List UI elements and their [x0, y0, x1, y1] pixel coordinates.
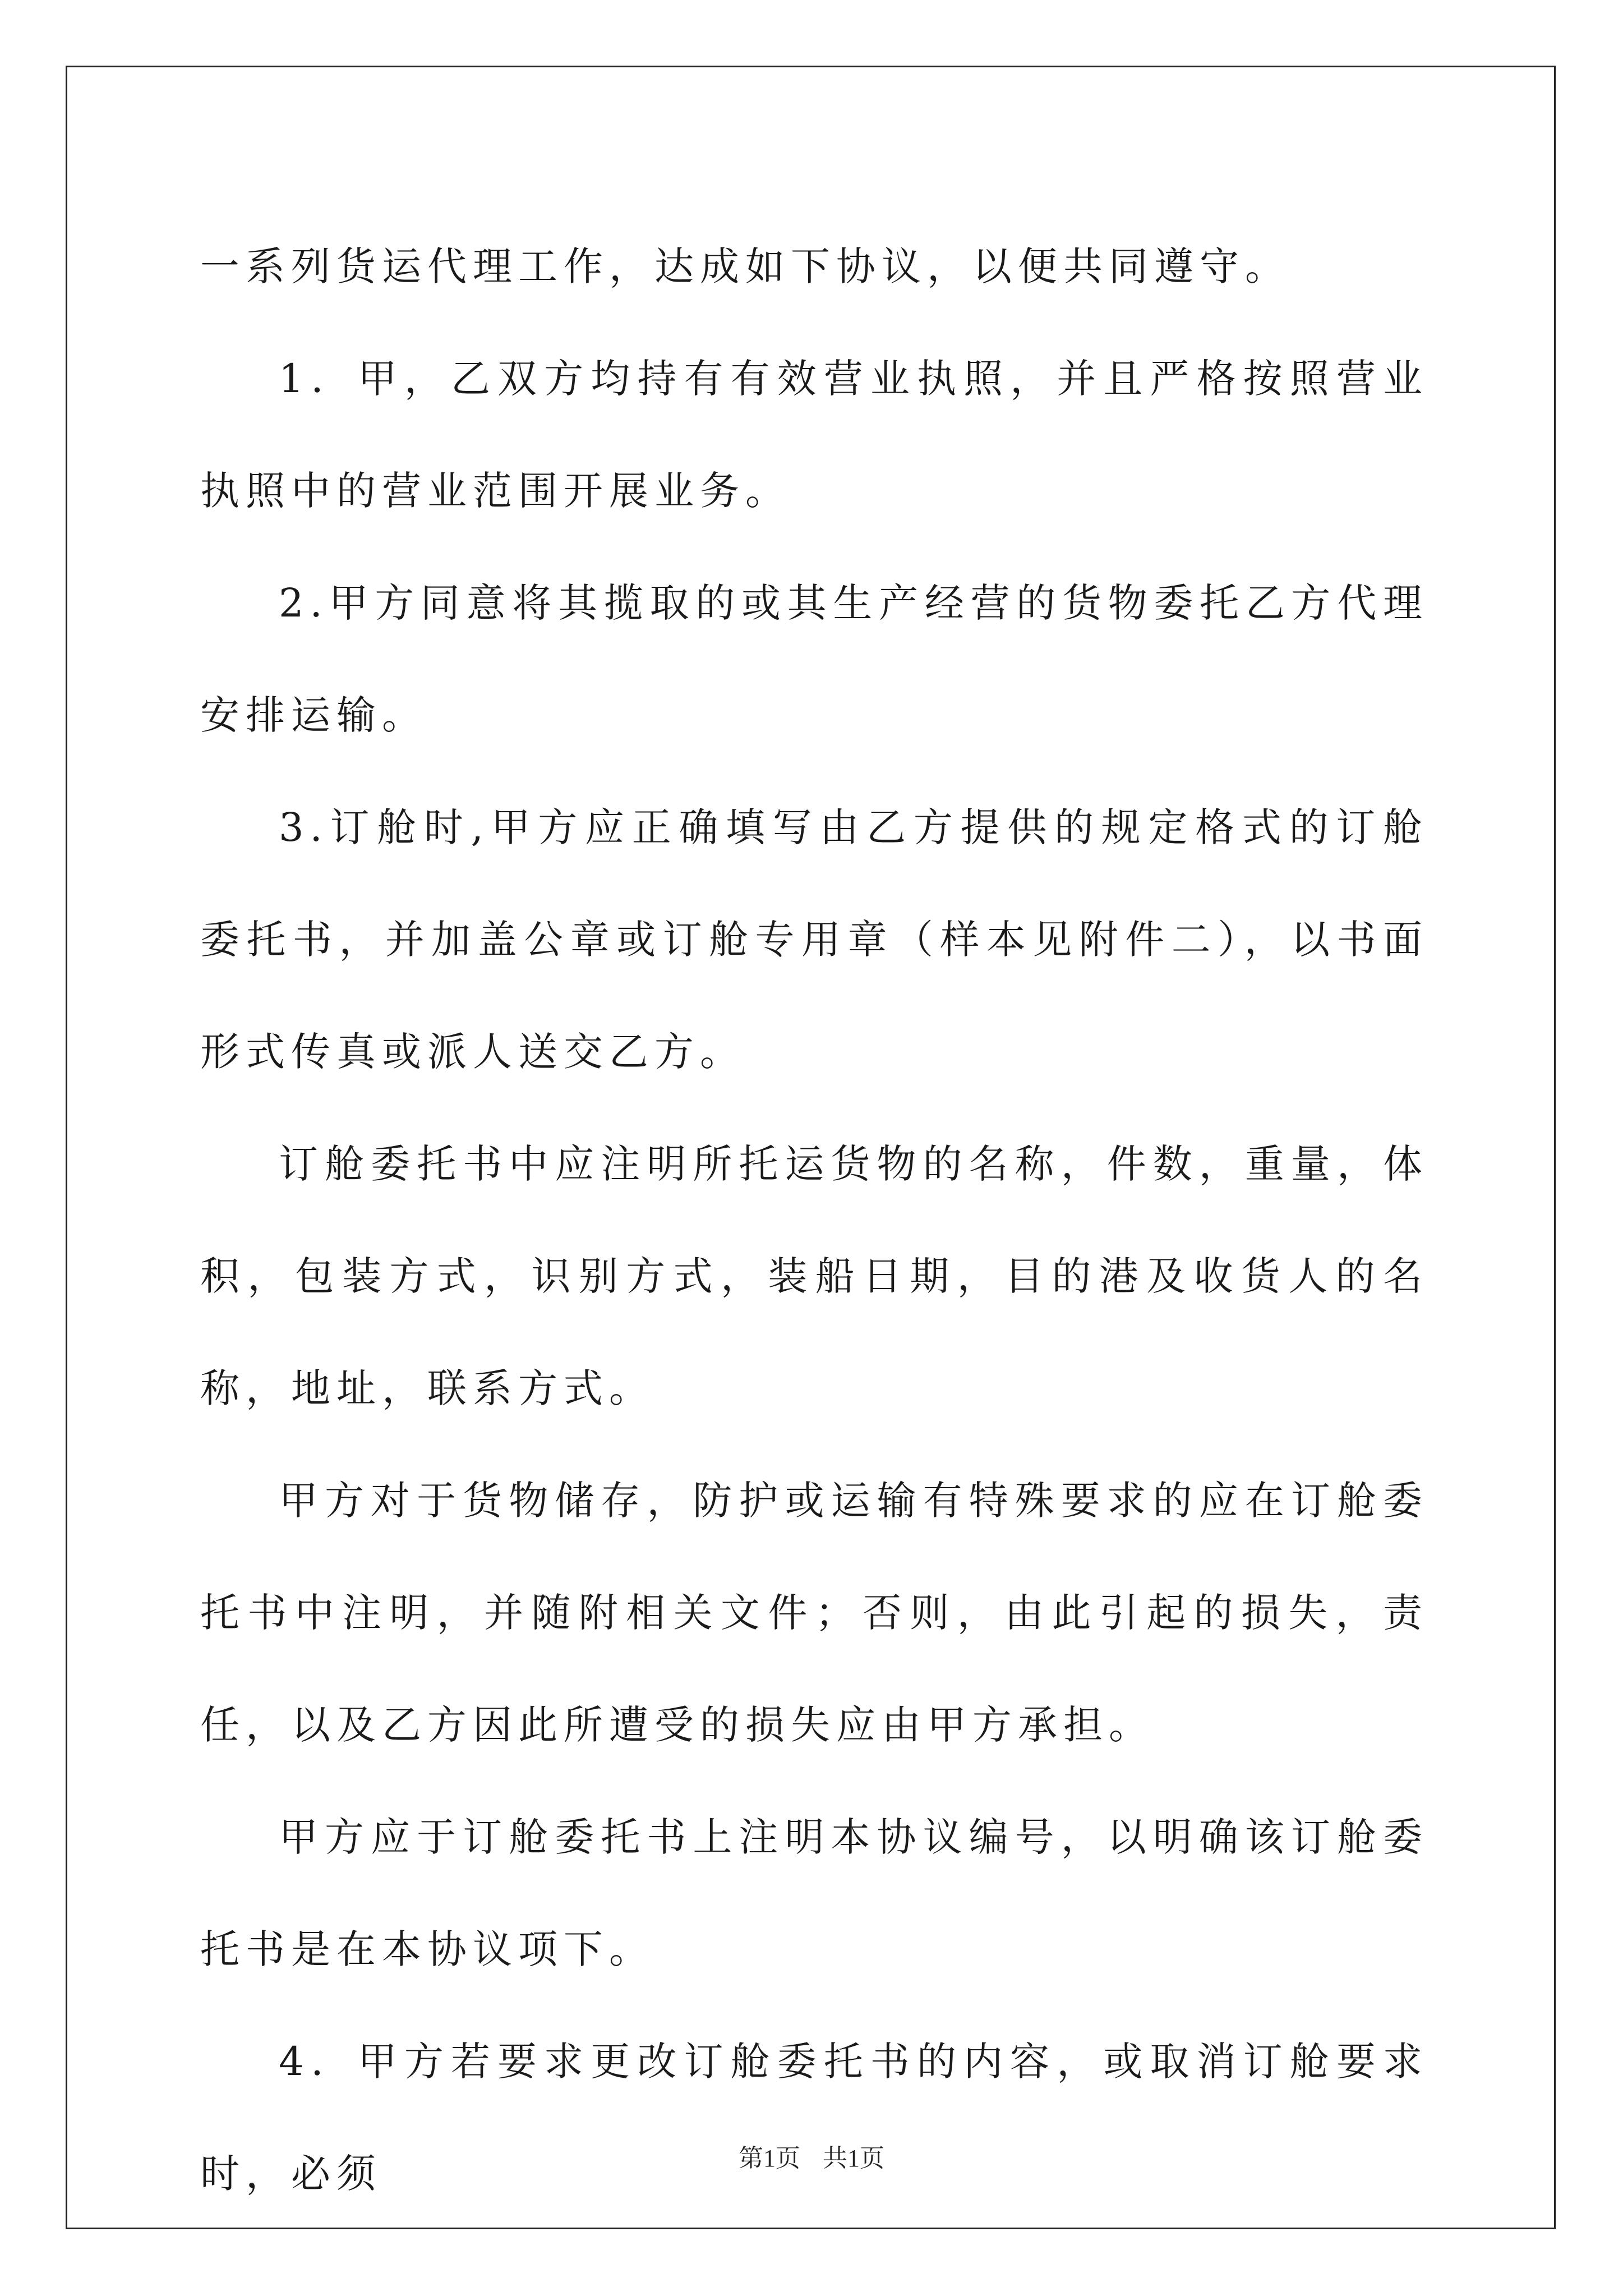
- paragraph-3: 2.甲方同意将其揽取的或其生产经营的货物委托乙方代理安排运输。: [200, 580, 1428, 738]
- paragraph-6: 甲方对于货物储存，防护或运输有特殊要求的应在订舱委托书中注明，并随附相关文件；否则，由此引起的损失，责任，以及乙方因此所遭受的损失应由甲方承担。: [200, 1478, 1428, 1748]
- page-number-current: 第1页: [739, 2145, 800, 2172]
- page-number-total: 共1页: [823, 2145, 884, 2172]
- paragraph-8: 4．甲方若要求更改订舱委托书的内容，或取消订舱要求时，必须: [200, 2039, 1428, 2197]
- paragraph-1: 一系列货运代理工作，达成如下协议，以便共同遵守。: [200, 243, 1290, 289]
- page-footer: [0, 2142, 1623, 2175]
- paragraph-5: 订舱委托书中应注明所托运货物的名称，件数，重量，体积，包装方式，识别方式，装船日期，目的港及收货人的名称，地址，联系方式。: [200, 1141, 1428, 1411]
- document-body: [200, 210, 1428, 2230]
- paragraph-2: 1．甲，乙双方均持有有效营业执照，并且严格按照营业执照中的营业范围开展业务。: [200, 356, 1428, 514]
- paragraph-4: 3.订舱时,甲方应正确填写由乙方提供的规定格式的订舱委托书，并加盖公章或订舱专用章（样本见附件二），以书面形式传真或派人送交乙方。: [200, 804, 1428, 1075]
- paragraph-7: 甲方应于订舱委托书上注明本协议编号，以明确该订舱委托书是在本协议项下。: [200, 1814, 1428, 1972]
